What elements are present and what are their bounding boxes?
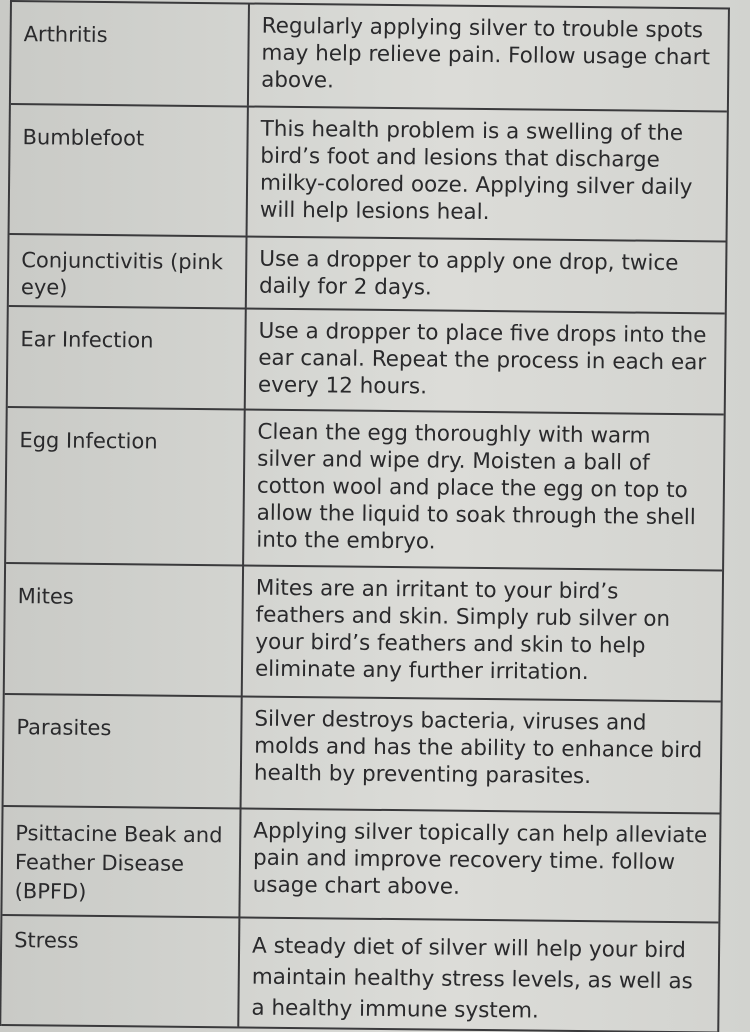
treatment-description: Use a dropper to place five drops into the ear canal. Repeat the process in each ear every 12 hours. (257, 318, 707, 400)
treatment-description: Silver destroys bacteria, viruses and molds and has the ability to enhance bird health by preventing parasites. (253, 706, 703, 790)
table-row (5, 564, 722, 702)
condition-name: Psittacine Beak and Feather Disease (BPFD) (2, 807, 241, 916)
condition-name: Bumblefoot (10, 105, 249, 235)
treatment-description: Applying silver topically can help alleviate pain and improve recovery time. follow usage chart above. (252, 818, 708, 900)
condition-name: Arthritis (11, 2, 250, 105)
condition-name: Parasites (4, 695, 243, 807)
treatment-description: A steady diet of silver will help your bird maintain healthy stress levels, as well as a healthy immune system. (251, 933, 693, 1024)
table-row (11, 2, 728, 112)
table-row (1, 916, 718, 1032)
treatment-description: Regularly applying silver to trouble spots may help relieve pain. Follow usage chart above. (261, 13, 711, 94)
table-row (6, 408, 724, 571)
table-row (10, 105, 727, 242)
condition-name: Ear Infection (8, 307, 247, 408)
table-row (9, 235, 726, 314)
treatment-description: This health problem is a swelling of the bird’s foot and lesions that discharge milky-colored ooze. Applying silver daily will help lesions heal. (259, 116, 693, 226)
table-row (8, 307, 725, 415)
table-row (2, 807, 719, 923)
treatment-description: Mites are an irritant to your bird’s feathers and skin. Simply rub silver on your bird’s feathers and skin to help eliminate any further irritation. (254, 575, 671, 686)
condition-name: Mites (5, 564, 244, 695)
treatment-description: Clean the egg thoroughly with warm silver and wipe dry. Moisten a ball of cotton wool and place the egg on top to allow the liquid to soak through the shell into the embryo. (256, 419, 696, 555)
table-row (4, 695, 721, 814)
treatment-description: Use a dropper to apply one drop, twice daily for 2 days. (258, 246, 679, 301)
condition-name: Stress (1, 916, 240, 1026)
condition-name: Conjunctivitis (pink eye) (9, 235, 248, 307)
condition-name: Egg Infection (6, 408, 246, 564)
